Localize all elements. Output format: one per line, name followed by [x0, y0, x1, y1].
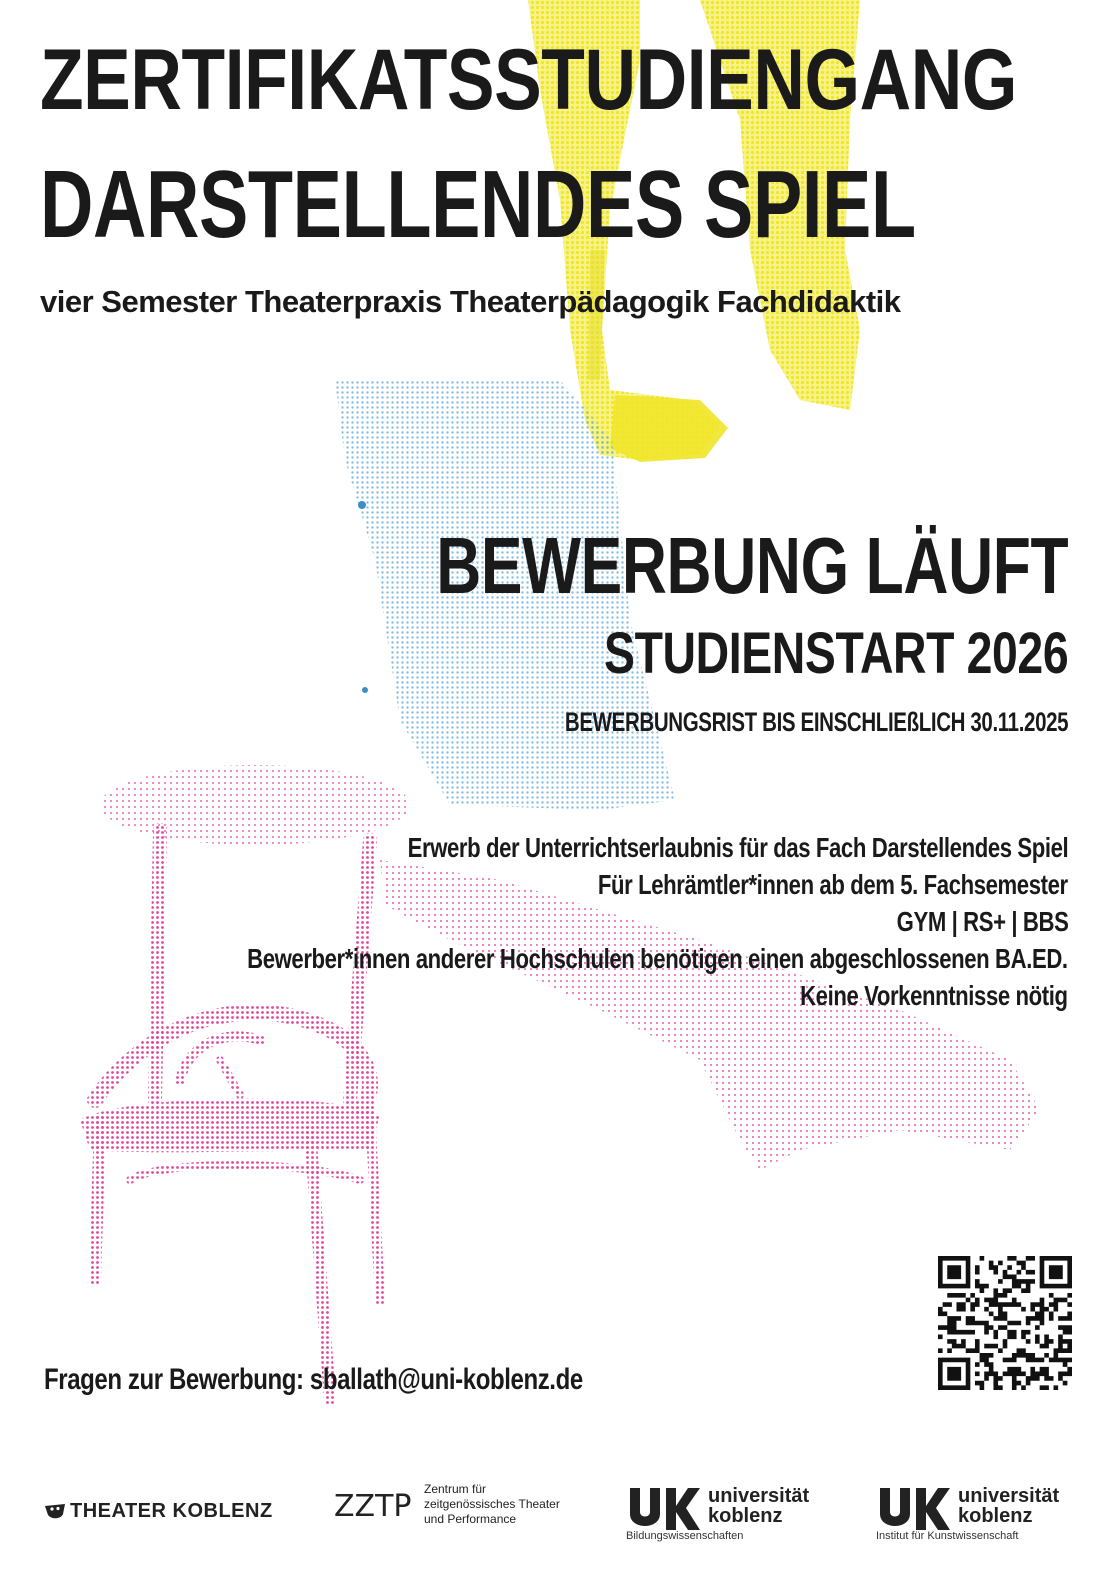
- uni-koblenz-logo-bildung: [626, 1486, 809, 1532]
- chair-seat: [80, 1099, 380, 1153]
- theater-mask-icon: [44, 1500, 66, 1522]
- uk-name: koblenz: [958, 1505, 1033, 1527]
- zztp-mark-text: ZZTP: [334, 1489, 412, 1524]
- zztp-text: [424, 1480, 560, 1527]
- theater-koblenz-text: THEATER KOBLENZ: [70, 1499, 273, 1522]
- info-line: Erwerb der Unterrichtserlaubnis für das Fach Darstellendes Spiel: [407, 832, 1068, 863]
- title-line-2: DARSTELLENDES SPIEL: [40, 151, 916, 258]
- zztp-mark-icon: [334, 1480, 414, 1540]
- uk-logo-icon: [626, 1486, 702, 1532]
- application-deadline: BEWERBUNGSRIST BIS EINSCHLIEßLICH 30.11.2025: [564, 707, 1068, 737]
- uk1-subtitle: Bildungswissenschaften: [626, 1530, 744, 1542]
- uk-name: koblenz: [708, 1505, 783, 1527]
- study-start: STUDIENSTART 2026: [603, 621, 1068, 686]
- info-line: Keine Vorkenntnisse nötig: [800, 980, 1068, 1011]
- zztp-line: Zentrum für: [424, 1482, 487, 1496]
- qr-code-icon[interactable]: [938, 1256, 1072, 1390]
- application-heading: BEWERBUNG LÄUFT: [436, 521, 1068, 610]
- uk-name: universität: [958, 1485, 1060, 1507]
- subtitle: vier Semester Theaterpraxis Theaterpädagogik Fachdidaktik: [40, 284, 901, 319]
- magenta-chair: [95, 765, 410, 1400]
- info-line: GYM | RS+ | BBS: [896, 906, 1068, 937]
- uk-name: universität: [708, 1485, 810, 1507]
- theater-koblenz-logo: [44, 1494, 273, 1528]
- zztp-line: und Performance: [424, 1512, 517, 1526]
- uk-logo-icon: [876, 1486, 952, 1532]
- info-line: Bewerber*innen anderer Hochschulen benötigen einen abgeschlossenen BA.ED.: [247, 943, 1068, 974]
- info-line: Für Lehrämtler*innen ab dem 5. Fachsemester: [598, 869, 1068, 900]
- contact-email[interactable]: Fragen zur Bewerbung: sballath@uni-koblenz.de: [44, 1363, 583, 1396]
- uk2-subtitle: Institut für Kunstwissenschaft: [876, 1530, 1019, 1542]
- title-line-1: ZERTIFIKATSSTUDIENGANG: [40, 32, 1017, 128]
- zztp-line: zeitgenössisches Theater: [424, 1497, 560, 1511]
- zztp-logo: [334, 1480, 560, 1540]
- uni-koblenz-logo-kunst: [876, 1486, 1059, 1532]
